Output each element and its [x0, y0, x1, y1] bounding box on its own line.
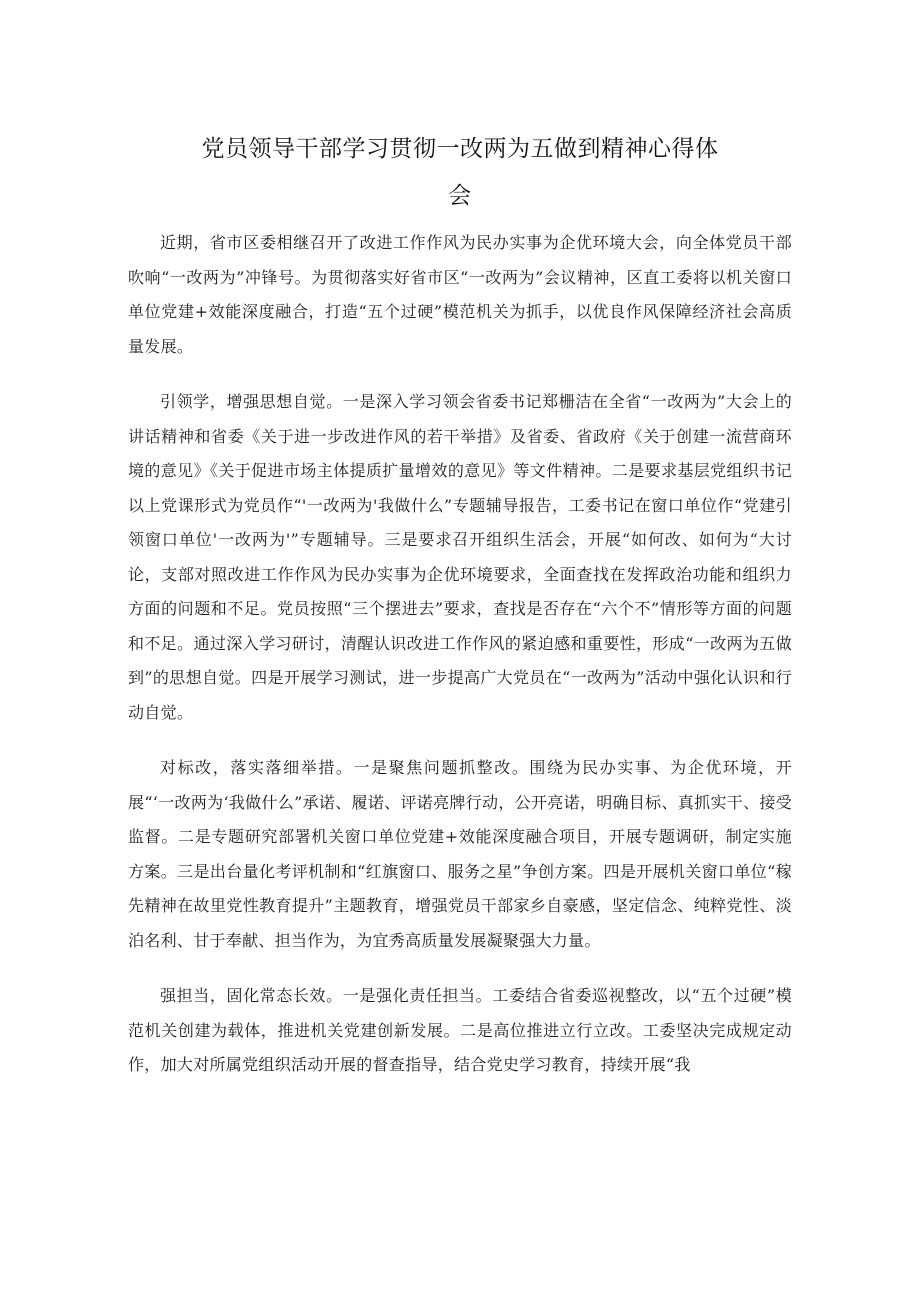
paragraph-rectify: 对标改，落实落细举措。一是聚焦问题抓整改。围绕为民办实事、为企优环境，开展“‘一改两为‘我做什么”承诺、履诺、评诺亮牌行动，公开亮诺，明确目标、真抓实干、接受监督。二是专题研究部署机关窗口单位党建+效能深度融合项目，开展专题调研，制定实施方案。三是出台量化考评机制和“红旗窗口、服务之星”争创方案。四是开展机关窗口单位“稼先精神在故里党性教育提升”主题教育，增强党员干部家乡自豪感，坚定信念、纯粹党性、淡泊名利、甘于奉献、担当作为，为宜秀高质量发展凝聚强大力量。: [128, 758, 792, 950]
paragraph-study: 引领学，增强思想自觉。一是深入学习领会省委书记郑栅洁在全省“一改两为”大会上的讲话精神和省委《关于进一步改进作风的若干举措》及省委、省政府《关于创建一流营商环境的意见》《关于促进市场主体提质扩量增效的意见》等文件精神。二是要求基层党组织书记以上党课形式为党员作“'一改两为'我做什么”专题辅导报告，工委书记在窗口单位作“党建引领窗口单位'一改两为'”专题辅导。三是要求召开组织生活会，开展“如何改、如何为“大讨论，支部对照改进工作作风为民办实事为企优环境要求，全面查找在发挥政治功能和组织力方面的问题和不足。党员按照“三个摆进去”要求，查找是否存在“六个不”情形等方面的问题和不足。通过深入学习研讨，清醒认识改进工作作风的紧迫感和重要性，形成“一改两为五做到”的思想自觉。四是开展学习测试，进一步提高广大党员在“一改两为”活动中强化认识和行动自觉。: [128, 392, 792, 722]
document-body: [128, 226, 792, 1104]
document-title-line-1: 党员领导干部学习贯彻一改两为五做到精神心得体: [201, 136, 719, 162]
paragraph-responsibility: 强担当，固化常态长效。一是强化责任担当。工委结合省委巡视整改，以“五个过硬”模范机关创建为载体，推进机关党建创新发展。二是高位推进立行立改。工委坚决完成规定动作，加大对所属党组织活动开展的督查指导，结合党史学习教育，持续开展“我: [128, 986, 792, 1074]
document-title-line-2: 会: [448, 183, 472, 209]
paragraph-intro: 近期，省市区委相继召开了改进工作作风为民办实事为企优环境大会，向全体党员干部吹响“一改两为”冲锋号。为贯彻落实好省市区“一改两为”会议精神，区直工委将以机关窗口单位党建+效能深度融合，打造“五个过硬”模范机关为抓手，以优良作风保障经济社会高质量发展。: [128, 233, 792, 356]
